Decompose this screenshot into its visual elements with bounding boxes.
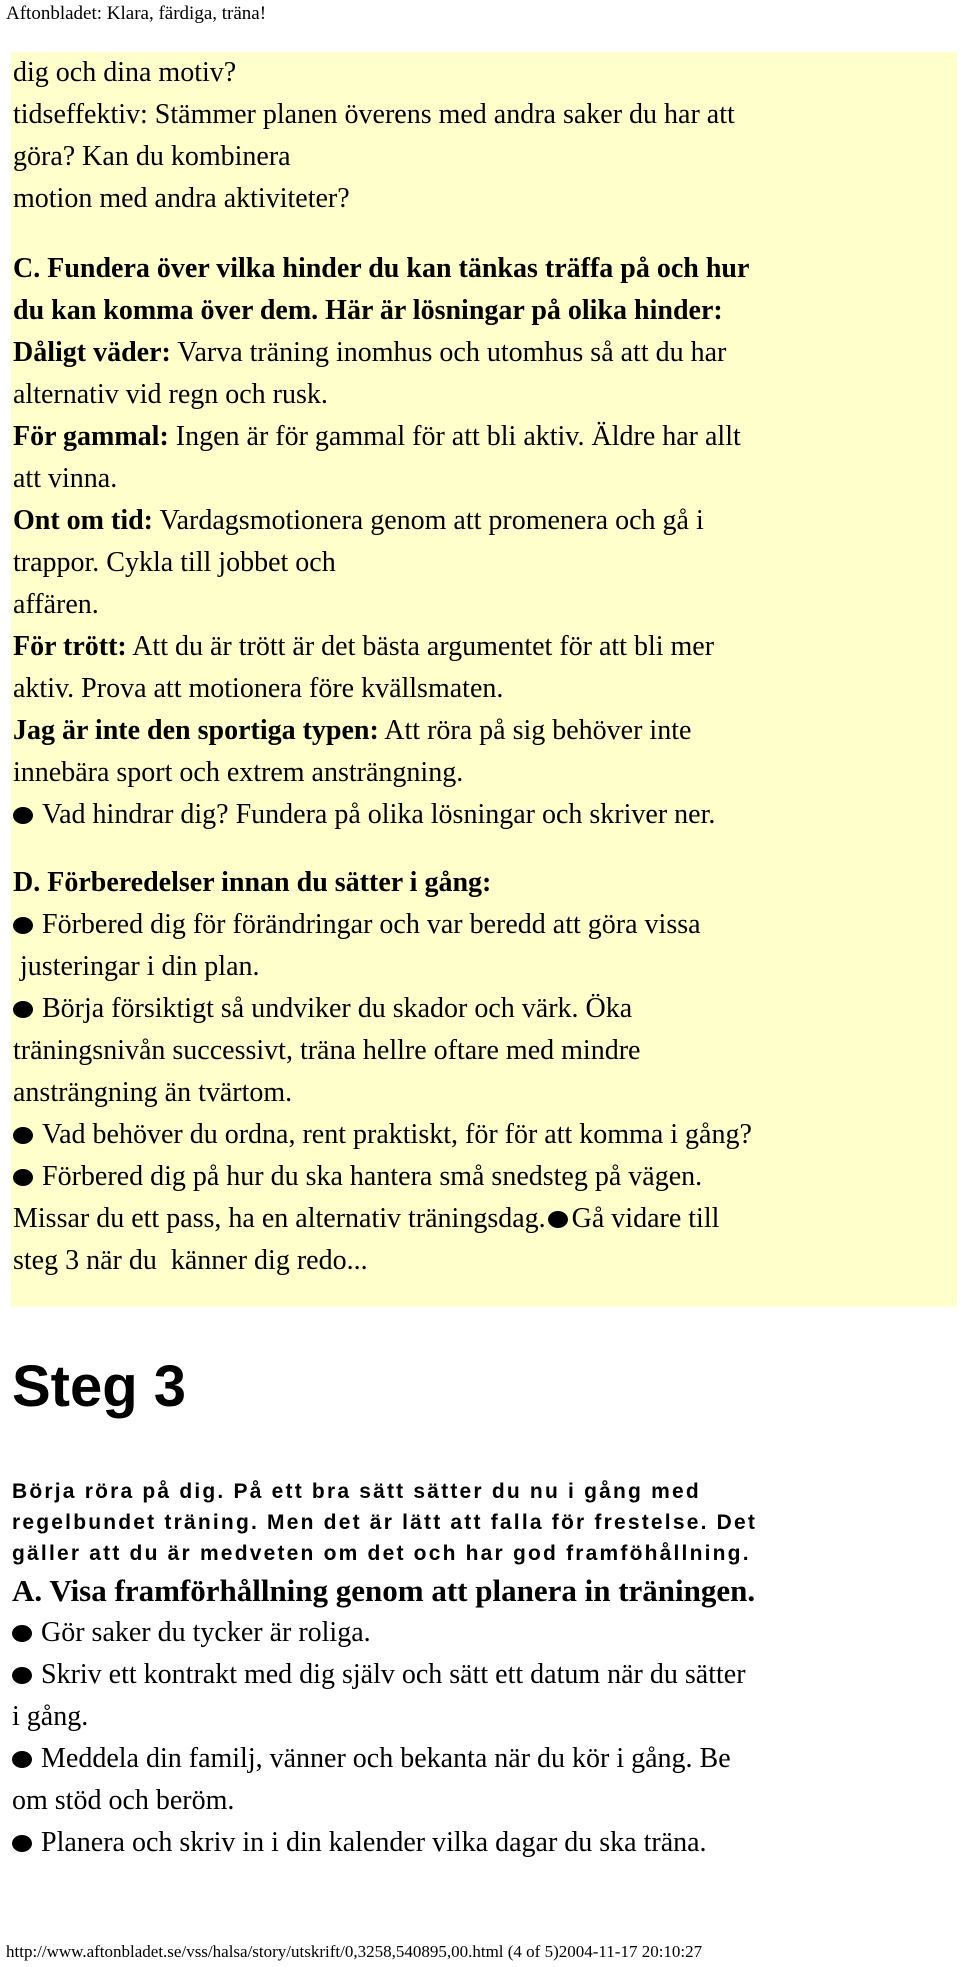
bullet-item xyxy=(13,904,953,946)
text-line: alternativ vid regn och rusk. xyxy=(13,379,328,410)
bullet-item xyxy=(12,1738,952,1780)
bullet-item xyxy=(13,1156,953,1198)
obstacle-text: Att du är trött är det bästa argumentet för att bli mer xyxy=(126,631,715,662)
obstacle-text: Att röra på sig behöver inte xyxy=(378,715,692,746)
bullet-item xyxy=(13,1114,953,1156)
obstacle-label: Jag är inte den sportiga typen: xyxy=(13,715,379,746)
obstacle-text: Varva träning inomhus och utomhus så att du har xyxy=(170,337,727,368)
bullet-icon xyxy=(13,807,33,824)
bullet-text: Gör saker du tycker är roliga. xyxy=(41,1617,371,1648)
bullet-icon xyxy=(12,1751,32,1768)
steg-3-heading: Steg 3 xyxy=(12,1354,187,1419)
bullet-text: Förbered dig på hur du ska hantera små snedsteg på vägen. xyxy=(42,1161,703,1192)
bullet-text: Förbered dig för förändringar och var beredd att göra vissa xyxy=(42,909,701,940)
obstacle-label: Dåligt väder: xyxy=(13,337,171,368)
text-line: innebära sport och extrem ansträngning. xyxy=(13,757,464,788)
section-a-heading: A. Visa framförhållning genom att planera in träningen. xyxy=(12,1573,756,1608)
bullet-icon xyxy=(13,917,33,934)
bullet-item xyxy=(13,794,953,836)
bullet-icon xyxy=(13,1001,33,1018)
bullet-icon xyxy=(12,1667,32,1684)
bullet-item xyxy=(13,988,953,1030)
text-line: affären. xyxy=(13,589,99,620)
bullet-text: Missar du ett pass, ha en alternativ träningsdag. xyxy=(13,1203,546,1234)
obstacle-item xyxy=(13,332,953,374)
text-line: träningsnivån successivt, träna hellre oftare med mindre xyxy=(13,1035,641,1066)
bullet-item xyxy=(12,1654,952,1696)
bullet-text: Gå vidare till xyxy=(571,1203,720,1234)
text-line: steg 3 när du känner dig redo... xyxy=(13,1245,368,1276)
text-line: tidseffektiv: Stämmer planen överens med andra saker du har att xyxy=(13,99,735,130)
text-line: trappor. Cykla till jobbet och xyxy=(13,547,336,578)
section-d-heading: D. Förberedelser innan du sätter i gång: xyxy=(13,867,492,898)
section-c-heading: C. Fundera över vilka hinder du kan tänkas träffa på och hur xyxy=(13,253,750,284)
intro-line: gäller att du är medveten om det och har god framföhållning. xyxy=(12,1542,751,1565)
print-header-title: Aftonbladet: Klara, färdiga, träna! xyxy=(6,3,267,24)
text-line: om stöd och beröm. xyxy=(12,1785,235,1816)
steg-3-intro xyxy=(12,1476,952,1569)
bullet-icon xyxy=(13,1169,33,1186)
obstacle-item xyxy=(13,710,953,752)
bullet-item xyxy=(12,1612,952,1654)
print-footer-url: http://www.aftonbladet.se/vss/halsa/story/utskrift/0,3258,540895,00.html (4 of 5)2004-11-17 20:10:27 xyxy=(6,1942,703,1961)
bullet-item xyxy=(12,1822,952,1864)
obstacle-item xyxy=(13,626,953,668)
text-line: motion med andra aktiviteter? xyxy=(13,183,350,214)
highlighted-section xyxy=(13,52,953,1282)
text-line: att vinna. xyxy=(13,463,118,494)
obstacle-text: Ingen är för gammal för att bli aktiv. Äldre har allt xyxy=(168,421,741,452)
intro-line: regelbundet träning. Men det är lätt att falla för frestelse. Det xyxy=(12,1511,758,1534)
text-line: dig och dina motiv? xyxy=(13,57,237,88)
bullet-text: Vad hindrar dig? Fundera på olika lösningar och skriver ner. xyxy=(42,799,716,830)
bullet-text: Planera och skriv in i din kalender vilka dagar du ska träna. xyxy=(41,1827,707,1858)
text-line: justeringar i din plan. xyxy=(13,951,260,982)
bullet-text: Vad behöver du ordna, rent praktiskt, för för att komma i gång? xyxy=(42,1119,752,1150)
section-c-heading-cont: du kan komma över dem. Här är lösningar på olika hinder: xyxy=(13,295,723,326)
obstacle-label: För trött: xyxy=(13,631,127,662)
text-line: göra? Kan du kombinera xyxy=(13,141,291,172)
text-line: i gång. xyxy=(12,1701,89,1732)
bullet-text: Meddela din familj, vänner och bekanta när du kör i gång. Be xyxy=(41,1743,731,1774)
obstacle-label: Ont om tid: xyxy=(13,505,153,536)
text-line: aktiv. Prova att motionera före kvällsmaten. xyxy=(13,673,504,704)
bullet-icon xyxy=(548,1211,568,1228)
text-line xyxy=(13,1198,953,1240)
bullet-icon xyxy=(12,1835,32,1852)
obstacle-item xyxy=(13,500,953,542)
bullet-icon xyxy=(13,1127,33,1144)
bullet-text: Börja försiktigt så undviker du skador och värk. Öka xyxy=(42,993,633,1024)
text-line: ansträngning än tvärtom. xyxy=(13,1077,293,1108)
intro-line: Börja röra på dig. På ett bra sätt sätter du nu i gång med xyxy=(12,1480,701,1503)
bullet-icon xyxy=(12,1625,32,1642)
obstacle-item xyxy=(13,416,953,458)
steg-3-section xyxy=(12,1570,952,1864)
obstacle-text: Vardagsmotionera genom att promenera och gå i xyxy=(153,505,704,536)
obstacle-label: För gammal: xyxy=(13,421,169,452)
bullet-text: Skriv ett kontrakt med dig själv och sätt ett datum när du sätter xyxy=(41,1659,746,1690)
